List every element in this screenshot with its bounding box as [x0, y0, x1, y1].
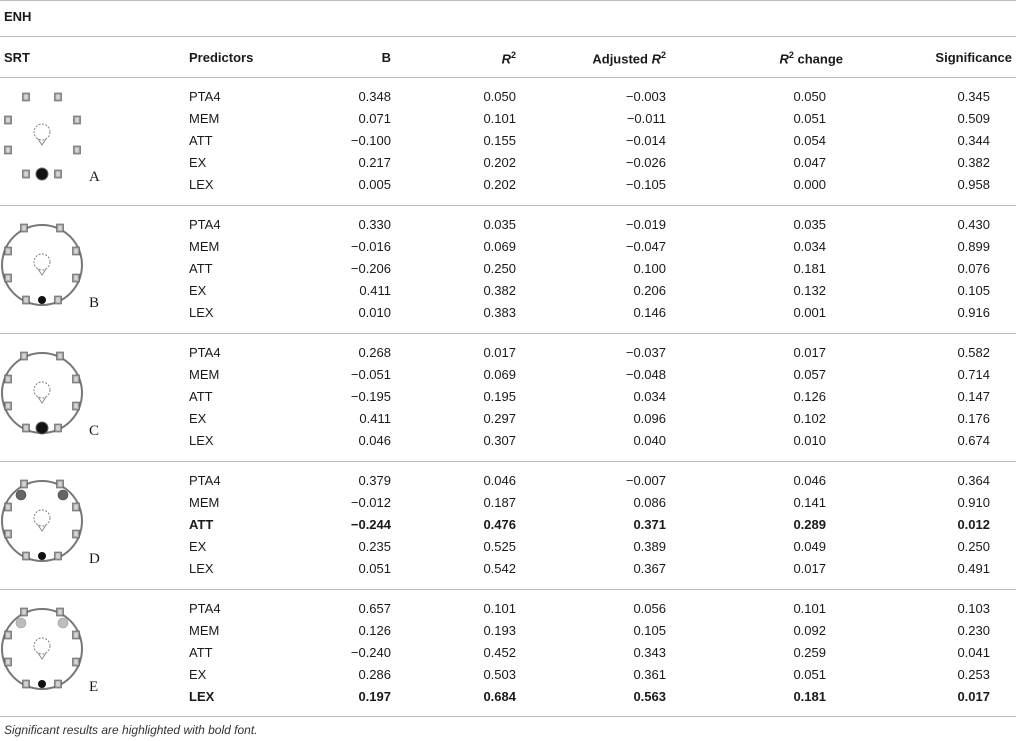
r2-change-cell: 0.051 — [793, 667, 826, 682]
significance-cell: 0.714 — [957, 367, 990, 382]
adjusted-r2-cell: −0.047 — [625, 239, 666, 254]
table-row — [0, 364, 1016, 386]
adjusted-r2-cell: 0.086 — [633, 495, 666, 510]
table-top-rule — [0, 0, 1016, 1]
table-row — [0, 430, 1016, 452]
b-cell: 0.197 — [358, 689, 391, 704]
table-row — [0, 108, 1016, 130]
adjusted-r2-cell: −0.014 — [625, 133, 666, 148]
table-row — [0, 598, 1016, 620]
r2-change-cell: 0.181 — [793, 689, 826, 704]
table-row — [0, 386, 1016, 408]
significance-cell: 0.344 — [957, 133, 990, 148]
b-cell: 0.051 — [358, 561, 391, 576]
b-cell: −0.100 — [350, 133, 391, 148]
r2-cell: 0.193 — [483, 623, 516, 638]
table-row — [0, 620, 1016, 642]
predictor-cell: MEM — [189, 623, 220, 638]
significance-cell: 0.382 — [957, 155, 990, 170]
r2-cell: 0.297 — [483, 411, 516, 426]
r2-cell: 0.542 — [483, 561, 516, 576]
b-cell: 0.411 — [359, 283, 391, 298]
adjusted-r2-cell: −0.003 — [625, 89, 666, 104]
r2-change-cell: 0.049 — [793, 539, 826, 554]
r2-cell: 0.476 — [483, 517, 516, 532]
table-bottom-rule — [0, 716, 1016, 717]
r2-cell: 0.187 — [483, 495, 516, 510]
r2-change-cell: 0.259 — [793, 645, 826, 660]
significance-cell: 0.509 — [957, 111, 990, 126]
condition-group-b — [0, 206, 1016, 333]
r2-change-cell: 0.017 — [793, 561, 826, 576]
r2-cell: 0.202 — [483, 177, 516, 192]
b-cell: −0.012 — [350, 495, 391, 510]
table-row — [0, 214, 1016, 236]
adjusted-r2-cell: −0.037 — [625, 345, 666, 360]
r2-cell: 0.035 — [483, 217, 516, 232]
header-b: B — [381, 50, 391, 65]
condition-label: E — [89, 679, 99, 695]
adjusted-r2-cell: 0.361 — [633, 667, 666, 682]
header-srt: SRT — [4, 50, 30, 65]
b-cell: −0.240 — [350, 645, 391, 660]
table-row — [0, 130, 1016, 152]
r2-change-cell: 0.102 — [793, 411, 826, 426]
table-row — [0, 408, 1016, 430]
r2-change-cell: 0.132 — [793, 283, 826, 298]
r2-change-cell: 0.035 — [793, 217, 826, 232]
r2-change-cell: 0.046 — [793, 473, 826, 488]
condition-group-e — [0, 590, 1016, 717]
condition-group-d — [0, 462, 1016, 589]
title-rule — [0, 36, 1016, 37]
b-cell: −0.051 — [350, 367, 391, 382]
predictor-cell: PTA4 — [189, 217, 221, 232]
predictor-cell: PTA4 — [189, 89, 221, 104]
r2-change-cell: 0.010 — [793, 433, 826, 448]
r2-change-cell: 0.057 — [793, 367, 826, 382]
b-cell: −0.016 — [350, 239, 391, 254]
significance-cell: 0.012 — [957, 517, 990, 532]
r2-change-cell: 0.101 — [793, 601, 826, 616]
predictor-cell: EX — [189, 411, 207, 426]
r2-change-cell: 0.092 — [793, 623, 826, 638]
predictor-cell: ATT — [189, 517, 214, 532]
adjusted-r2-cell: 0.096 — [633, 411, 666, 426]
b-cell: −0.244 — [350, 517, 391, 532]
predictor-cell: EX — [189, 667, 207, 682]
table-row — [0, 470, 1016, 492]
adjusted-r2-cell: 0.034 — [633, 389, 666, 404]
r2-cell: 0.046 — [483, 473, 516, 488]
r2-change-cell: 0.289 — [793, 517, 826, 532]
predictor-cell: PTA4 — [189, 473, 221, 488]
table-row — [0, 152, 1016, 174]
predictor-cell: MEM — [189, 239, 220, 254]
r2-cell: 0.383 — [483, 305, 516, 320]
table-row — [0, 514, 1016, 536]
table-row — [0, 664, 1016, 686]
b-cell: −0.195 — [350, 389, 391, 404]
r2-cell: 0.525 — [483, 539, 516, 554]
b-cell: 0.657 — [358, 601, 391, 616]
significance-cell: 0.253 — [957, 667, 990, 682]
condition-label: B — [89, 295, 100, 311]
r2-change-cell: 0.001 — [793, 305, 826, 320]
b-cell: 0.005 — [358, 177, 391, 192]
adjusted-r2-cell: −0.105 — [625, 177, 666, 192]
condition-group-a — [0, 78, 1016, 205]
significance-cell: 0.103 — [957, 601, 990, 616]
adjusted-r2-cell: 0.343 — [633, 645, 666, 660]
r2-change-cell: 0.051 — [793, 111, 826, 126]
adjusted-r2-cell: −0.019 — [625, 217, 666, 232]
significance-cell: 0.674 — [957, 433, 990, 448]
predictor-cell: EX — [189, 539, 207, 554]
predictor-cell: ATT — [189, 645, 213, 660]
r2-change-cell: 0.017 — [793, 345, 826, 360]
adjusted-r2-cell: 0.206 — [633, 283, 666, 298]
significance-cell: 0.041 — [957, 645, 990, 660]
condition-label: C — [89, 423, 100, 439]
predictor-cell: MEM — [189, 495, 220, 510]
predictor-cell: PTA4 — [189, 345, 221, 360]
header-predictors: Predictors — [189, 50, 254, 65]
r2-cell: 0.101 — [483, 601, 516, 616]
table-row — [0, 236, 1016, 258]
condition-label: A — [89, 169, 100, 185]
r2-cell: 0.202 — [483, 155, 516, 170]
b-cell: −0.206 — [350, 261, 391, 276]
r2-change-cell: 0.034 — [793, 239, 826, 254]
significance-cell: 0.582 — [957, 345, 990, 360]
significance-cell: 0.147 — [957, 389, 990, 404]
b-cell: 0.126 — [358, 623, 391, 638]
header-r2: $R^2$ — [501, 50, 516, 67]
table-title: ENH — [4, 9, 32, 24]
significance-cell: 0.105 — [957, 283, 990, 298]
significance-cell: 0.017 — [957, 689, 990, 704]
r2-cell: 0.050 — [483, 89, 516, 104]
significance-cell: 0.230 — [957, 623, 990, 638]
significance-cell: 0.364 — [957, 473, 990, 488]
adjusted-r2-cell: −0.011 — [626, 111, 666, 126]
predictor-cell: MEM — [189, 367, 220, 382]
significance-cell: 0.958 — [957, 177, 990, 192]
predictor-cell: LEX — [189, 433, 214, 448]
significance-cell: 0.491 — [957, 561, 990, 576]
r2-change-cell: 0.141 — [793, 495, 826, 510]
predictor-cell: LEX — [189, 177, 214, 192]
table-row — [0, 86, 1016, 108]
predictor-cell: ATT — [189, 133, 213, 148]
adjusted-r2-cell: 0.100 — [633, 261, 666, 276]
predictor-cell: ATT — [189, 261, 213, 276]
significance-cell: 0.076 — [957, 261, 990, 276]
r2-cell: 0.017 — [483, 345, 516, 360]
b-cell: 0.217 — [358, 155, 391, 170]
b-cell: 0.071 — [358, 111, 391, 126]
r2-cell: 0.069 — [483, 367, 516, 382]
adjusted-r2-cell: 0.146 — [633, 305, 666, 320]
header-significance: Significance — [935, 50, 1012, 65]
predictor-cell: MEM — [189, 111, 220, 126]
adjusted-r2-cell: −0.048 — [625, 367, 666, 382]
table-row — [0, 536, 1016, 558]
predictor-cell: EX — [189, 155, 207, 170]
significance-cell: 0.430 — [957, 217, 990, 232]
r2-cell: 0.382 — [483, 283, 516, 298]
r2-change-cell: 0.050 — [793, 89, 826, 104]
b-cell: 0.046 — [358, 433, 391, 448]
table-row — [0, 492, 1016, 514]
header-adjusted-r2: Adjusted $R^2$ — [592, 50, 666, 67]
table-row — [0, 342, 1016, 364]
significance-cell: 0.345 — [957, 89, 990, 104]
predictor-cell: LEX — [189, 561, 214, 576]
adjusted-r2-cell: 0.563 — [633, 689, 666, 704]
predictor-cell: LEX — [189, 689, 215, 704]
r2-cell: 0.503 — [483, 667, 516, 682]
header-r2-change: $R^2$ change — [779, 50, 843, 67]
table-row — [0, 280, 1016, 302]
table-row — [0, 686, 1016, 708]
b-cell: 0.348 — [358, 89, 391, 104]
b-cell: 0.268 — [358, 345, 391, 360]
predictor-cell: PTA4 — [189, 601, 221, 616]
predictor-cell: LEX — [189, 305, 214, 320]
adjusted-r2-cell: 0.389 — [633, 539, 666, 554]
b-cell: 0.010 — [358, 305, 391, 320]
significance-cell: 0.250 — [957, 539, 990, 554]
adjusted-r2-cell: 0.105 — [633, 623, 666, 638]
b-cell: 0.411 — [359, 411, 391, 426]
adjusted-r2-cell: 0.056 — [633, 601, 666, 616]
r2-change-cell: 0.054 — [793, 133, 826, 148]
r2-cell: 0.155 — [483, 133, 516, 148]
b-cell: 0.286 — [358, 667, 391, 682]
significance-cell: 0.910 — [957, 495, 990, 510]
r2-cell: 0.195 — [483, 389, 516, 404]
r2-cell: 0.250 — [483, 261, 516, 276]
adjusted-r2-cell: 0.371 — [633, 517, 666, 532]
r2-change-cell: 0.047 — [793, 155, 826, 170]
r2-cell: 0.307 — [483, 433, 516, 448]
significance-cell: 0.899 — [957, 239, 990, 254]
b-cell: 0.235 — [358, 539, 391, 554]
condition-label: D — [89, 551, 100, 567]
r2-cell: 0.101 — [483, 111, 516, 126]
r2-change-cell: 0.126 — [793, 389, 826, 404]
predictor-cell: ATT — [189, 389, 213, 404]
adjusted-r2-cell: 0.040 — [633, 433, 666, 448]
significance-cell: 0.176 — [957, 411, 990, 426]
footnote: Significant results are highlighted with bold font. — [4, 723, 258, 737]
b-cell: 0.379 — [358, 473, 391, 488]
table-row — [0, 174, 1016, 196]
condition-group-c — [0, 334, 1016, 461]
r2-cell: 0.684 — [483, 689, 516, 704]
adjusted-r2-cell: 0.367 — [633, 561, 666, 576]
table-row — [0, 302, 1016, 324]
significance-cell: 0.916 — [957, 305, 990, 320]
table-row — [0, 558, 1016, 580]
table-row — [0, 642, 1016, 664]
adjusted-r2-cell: −0.007 — [625, 473, 666, 488]
r2-change-cell: 0.181 — [793, 261, 826, 276]
table-row — [0, 258, 1016, 280]
r2-change-cell: 0.000 — [793, 177, 826, 192]
predictor-cell: EX — [189, 283, 207, 298]
r2-cell: 0.069 — [483, 239, 516, 254]
b-cell: 0.330 — [358, 217, 391, 232]
r2-cell: 0.452 — [483, 645, 516, 660]
adjusted-r2-cell: −0.026 — [625, 155, 666, 170]
